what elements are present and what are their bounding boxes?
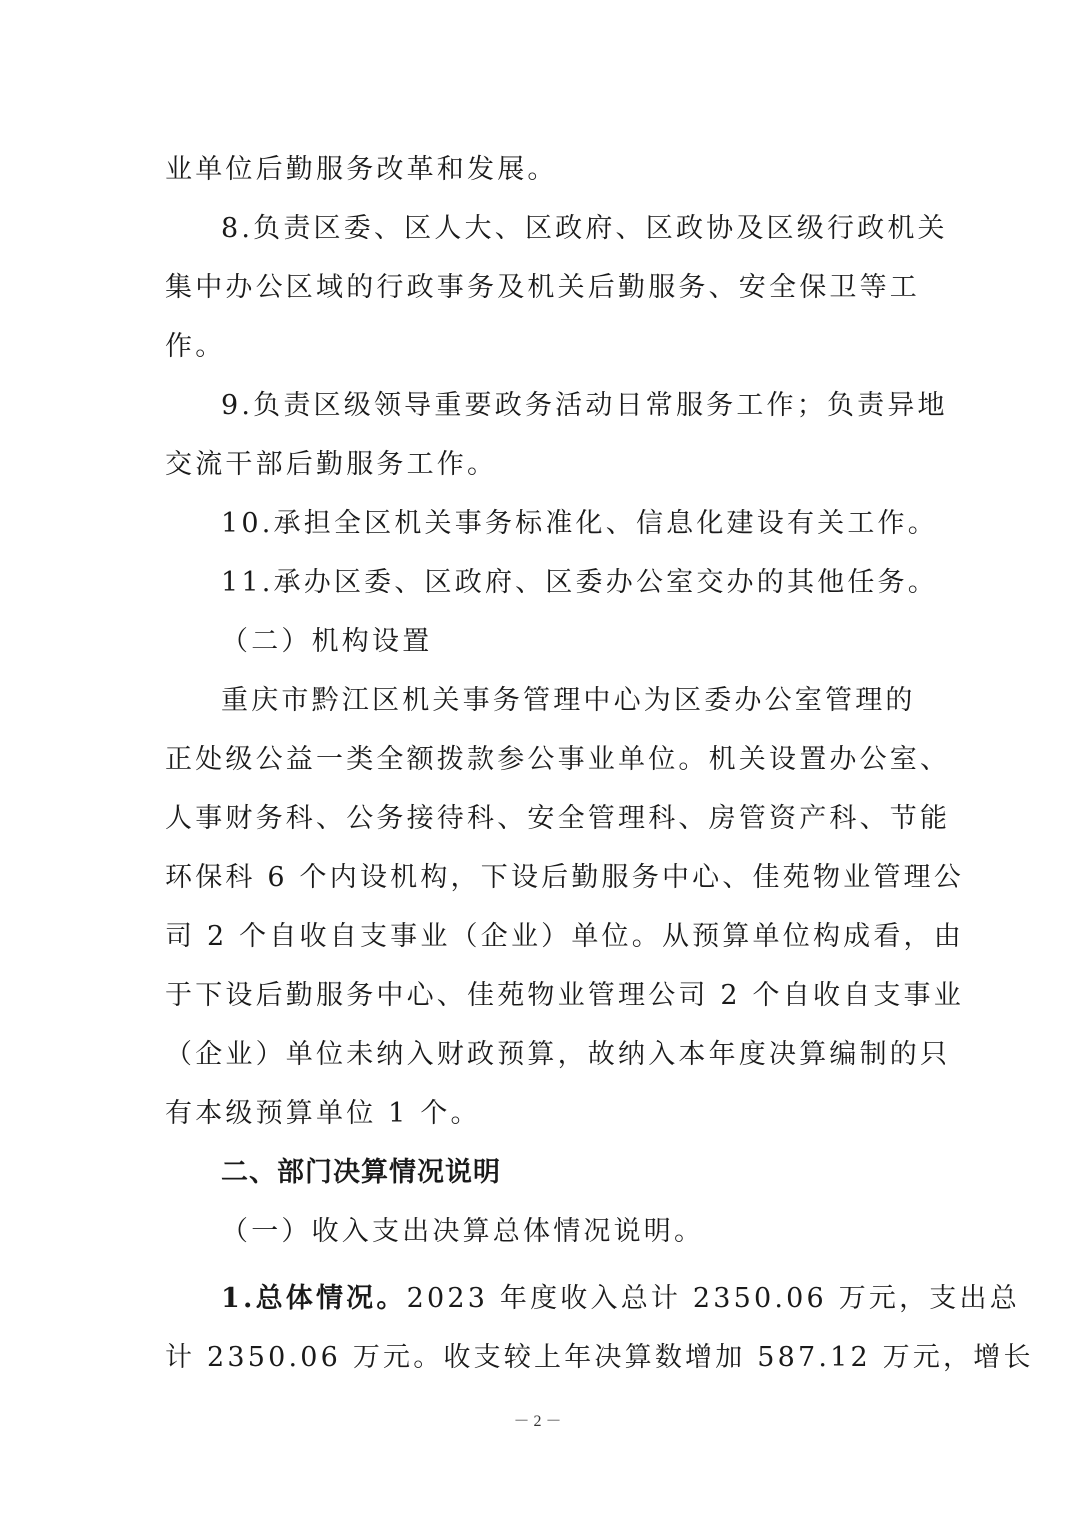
- paragraph-line: 业单位后勤服务改革和发展。: [165, 154, 558, 185]
- paragraph-line: 10.承担全区机关事务标准化、信息化建设有关工作。: [221, 508, 938, 539]
- paragraph-line: 作。: [165, 331, 226, 362]
- paragraph-line: 正处级公益一类全额拨款参公事业单位。机关设置办公室、: [165, 744, 951, 775]
- paragraph-line: 计 2350.06 万元。收支较上年决算数增加 587.12 万元，增长: [165, 1342, 1034, 1373]
- document-body: [165, 140, 1034, 1387]
- paragraph-line: 11.承办区委、区政府、区委办公室交办的其他任务。: [221, 567, 938, 598]
- paragraph-line: 环保科 6 个内设机构，下设后勤服务中心、佳苑物业管理公: [165, 862, 964, 893]
- paragraph-line: 交流干部后勤服务工作。: [165, 449, 498, 480]
- section-subheading: （二）机构设置: [221, 626, 433, 657]
- paragraph-line: 有本级预算单位 1 个。: [165, 1098, 481, 1129]
- page-number: － 2 －: [513, 1413, 562, 1430]
- section-heading: 二、部门决算情况说明: [221, 1157, 501, 1188]
- paragraph-line: 8.负责区委、区人大、区政府、区政协及区级行政机关: [221, 213, 948, 244]
- paragraph-text: 2023 年度收入总计 2350.06 万元，支出总: [406, 1283, 1020, 1314]
- paragraph-line: （企业）单位未纳入财政预算，故纳入本年度决算编制的只: [165, 1039, 951, 1070]
- paragraph-line: 重庆市黔江区机关事务管理中心为区委办公室管理的: [221, 685, 916, 716]
- section-subheading: （一）收入支出决算总体情况说明。: [221, 1216, 705, 1247]
- paragraph-line: 人事财务科、公务接待科、安全管理科、房管资产科、节能: [165, 803, 951, 834]
- paragraph-line: [165, 1269, 1020, 1328]
- paragraph-line: 于下设后勤服务中心、佳苑物业管理公司 2 个自收自支事业: [165, 980, 964, 1011]
- paragraph-line: 集中办公区域的行政事务及机关后勤服务、安全保卫等工: [165, 272, 920, 303]
- paragraph-line: 9.负责区级领导重要政务活动日常服务工作；负责异地: [221, 390, 948, 421]
- paragraph-line: 司 2 个自收自支事业（企业）单位。从预算单位构成看，由: [165, 921, 964, 952]
- bold-lead-text: 1.总体情况。: [221, 1283, 407, 1314]
